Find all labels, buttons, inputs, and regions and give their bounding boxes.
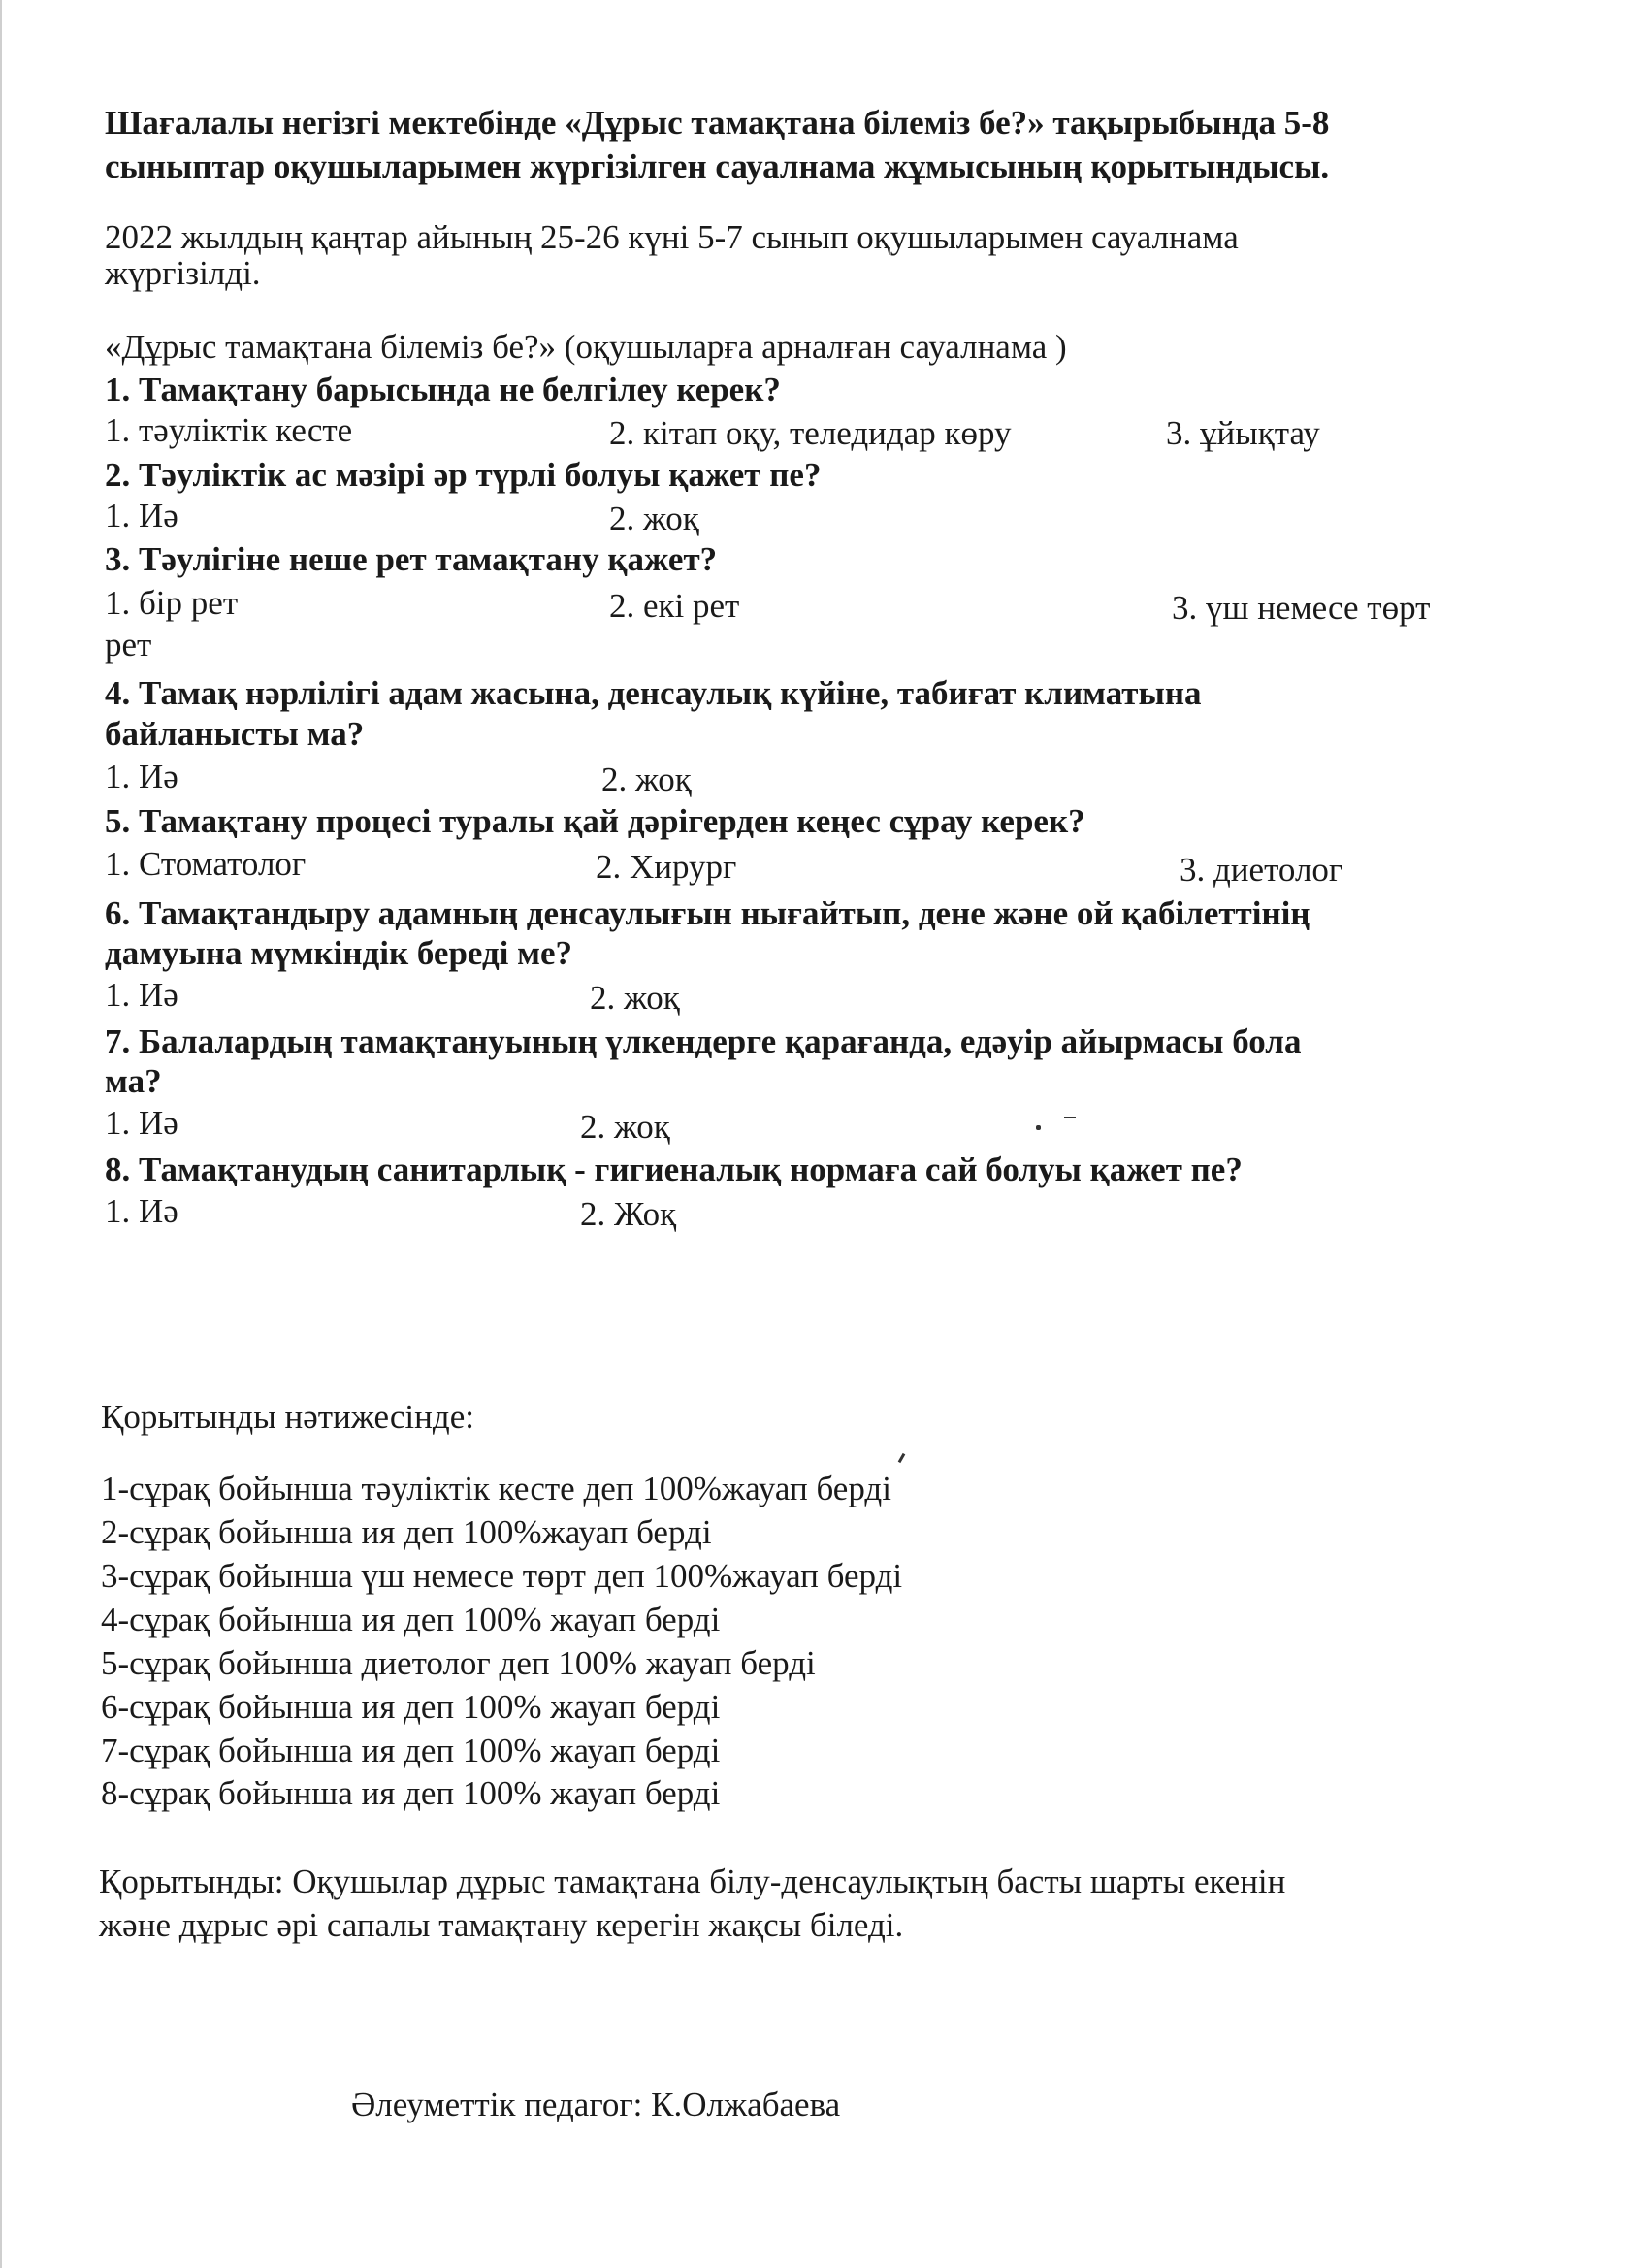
result-line-4: 4-сұрақ бойынша ия деп 100% жауап берді <box>101 1601 721 1638</box>
document-title-line-2: сыныптар оқушыларымен жүргізілген сауалнама жұмысының қорытындысы. <box>105 147 1330 185</box>
q7-option-2: 2. жоқ <box>580 1108 670 1146</box>
signature-line: Әлеуметтік педагог: К.Олжабаева <box>351 2086 841 2123</box>
question-7-line-2: ма? <box>105 1062 162 1100</box>
q6-option-1: 1. Иә <box>105 976 178 1014</box>
question-5: 5. Тамақтану процесі туралы қай дәрігерден кеңес сұрау керек? <box>105 802 1085 840</box>
survey-heading: «Дұрыс тамақтана білеміз бе?» (оқушыларға арналған сауалнама ) <box>105 328 1067 366</box>
question-8: 8. Тамақтанудың санитарлық - гигиеналық нормаға сай болуы қажет пе? <box>105 1150 1243 1188</box>
question-4-line-1: 4. Тамақ нәрлілігі адам жасына, денсаулық күйіне, табиғат климатына <box>105 674 1202 712</box>
scan-speck <box>1064 1117 1076 1118</box>
conclusion-line-1: Қорытынды: Оқушылар дұрыс тамақтана білу-денсаулықтың басты шарты екенін <box>99 1863 1286 1900</box>
result-line-5: 5-сұрақ бойынша диетолог деп 100% жауап берді <box>101 1644 816 1682</box>
result-line-8: 8-сұрақ бойынша ия деп 100% жауап берді <box>101 1774 721 1812</box>
question-1: 1. Тамақтану барысында не белгілеу керек? <box>105 371 781 408</box>
q1-option-3: 3. ұйықтау <box>1166 414 1320 452</box>
q7-option-1: 1. Иә <box>105 1104 178 1142</box>
question-2: 2. Тәуліктік ас мәзірі әр түрлі болуы қажет пе? <box>105 456 822 494</box>
scan-speck <box>1036 1125 1041 1130</box>
q2-option-2: 2. жоқ <box>609 500 699 537</box>
q4-option-1: 1. Иә <box>105 758 178 795</box>
q3-option-3-continued: рет <box>105 626 152 664</box>
scan-speck <box>898 1453 906 1463</box>
intro-line-2: жүргізілді. <box>105 254 261 292</box>
result-line-3: 3-сұрақ бойынша үш немесе төрт деп 100%жауап берді <box>101 1557 903 1595</box>
q3-option-2: 2. екі рет <box>609 587 740 625</box>
result-line-1: 1-сұрақ бойынша тәуліктік кесте деп 100%жауап берді <box>101 1470 891 1507</box>
q6-option-2: 2. жоқ <box>590 979 680 1017</box>
q5-option-3: 3. диетолог <box>1180 851 1343 889</box>
q5-option-1: 1. Стоматолог <box>105 845 307 883</box>
question-6-line-2: дамуына мүмкіндік береді ме? <box>105 934 573 972</box>
document-title-line-1: Шағалалы негізгі мектебінде «Дұрыс тамақтана білеміз бе?» тақырыбында 5-8 <box>105 104 1330 142</box>
q4-option-2: 2. жоқ <box>601 761 692 798</box>
q1-option-2: 2. кітап оқу, теледидар көру <box>609 414 1012 452</box>
question-4-line-2: байланысты ма? <box>105 715 365 753</box>
conclusion-line-2: және дұрыс әрі сапалы тамақтану керегін жақсы біледі. <box>99 1906 904 1944</box>
result-line-2: 2-сұрақ бойынша ия деп 100%жауап берді <box>101 1513 712 1551</box>
q3-option-1: 1. бір рет <box>105 584 239 622</box>
question-7-line-1: 7. Балалардың тамақтануының үлкендерге қарағанда, едәуір айырмасы бола <box>105 1022 1302 1060</box>
results-heading: Қорытынды нәтижесінде: <box>101 1398 474 1436</box>
scan-edge <box>0 0 2 2268</box>
question-3: 3. Тәулігіне неше рет тамақтану қажет? <box>105 540 718 578</box>
q2-option-1: 1. Иә <box>105 497 178 535</box>
q1-option-1: 1. тәуліктік кесте <box>105 411 353 449</box>
q8-option-2: 2. Жоқ <box>580 1195 677 1233</box>
q5-option-2: 2. Хирург <box>596 848 737 886</box>
q3-option-3: 3. үш немесе төрт <box>1172 589 1431 627</box>
result-line-6: 6-сұрақ бойынша ия деп 100% жауап берді <box>101 1688 721 1726</box>
intro-line-1: 2022 жылдың қаңтар айының 25-26 күні 5-7 сынып оқушыларымен сауалнама <box>105 218 1239 256</box>
result-line-7: 7-сұрақ бойынша ия деп 100% жауап берді <box>101 1732 721 1769</box>
question-6-line-1: 6. Тамақтандыру адамның денсаулығын нығайтып, дене және ой қабілеттінің <box>105 894 1310 932</box>
q8-option-1: 1. Иә <box>105 1192 178 1230</box>
